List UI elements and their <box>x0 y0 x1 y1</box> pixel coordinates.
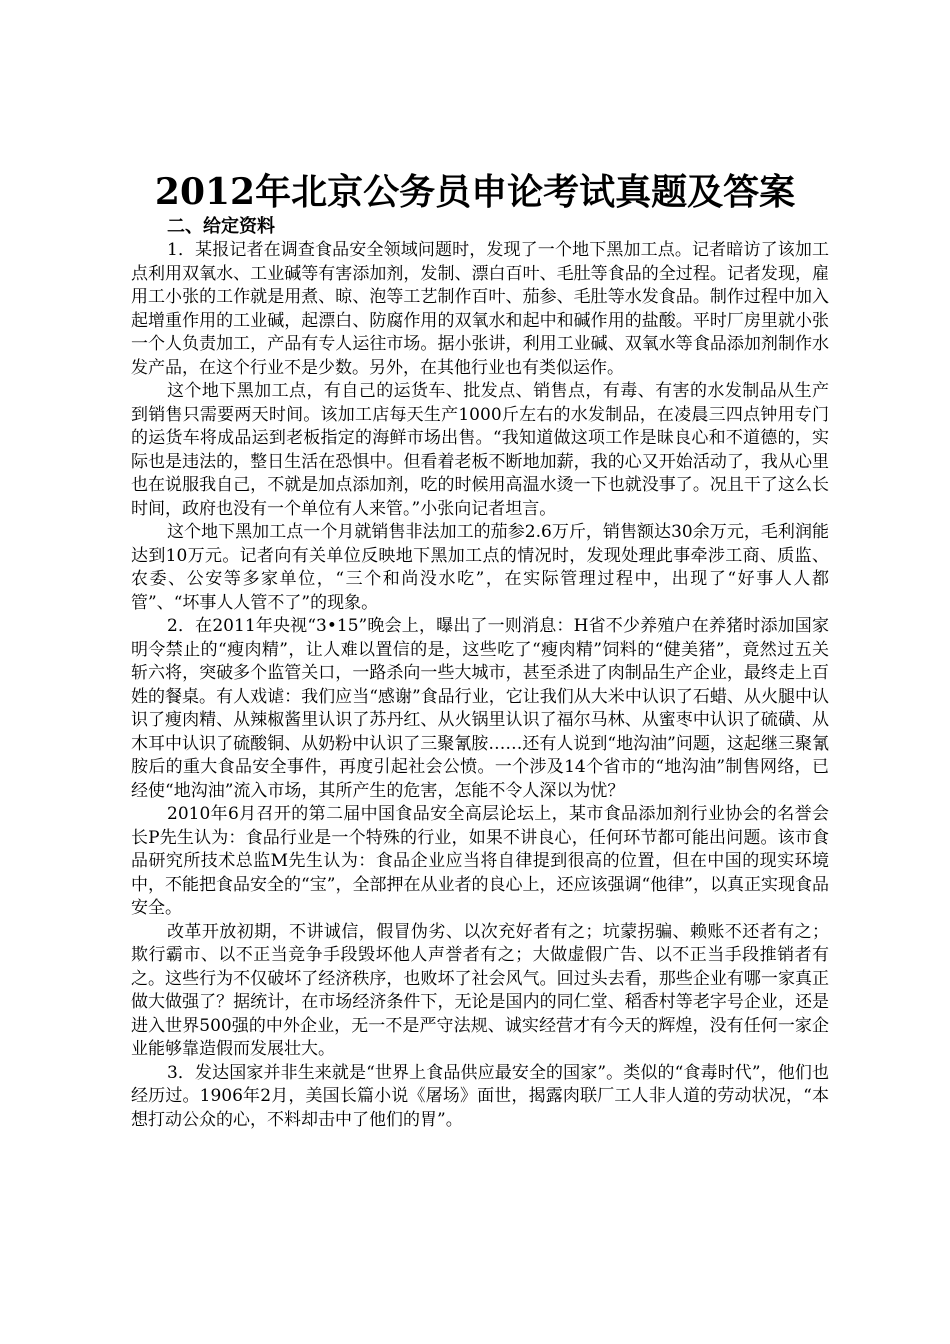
paragraph-1: 1．某报记者在调查食品安全领域问题时，发现了一个地下黑加工点。记者暗访了该加工点利用双氧水、工业碱等有害添加剂，发制、漂白百叶、毛肚等食品的全过程。记者发现，雇用工小张的工作就是用煮、晾、泡等工艺制作百叶、茄参、毛肚等水发食品。制作过程中加入起增重作用的工业碱，起漂白、防腐作用的双氧水和起中和碱作用的盐酸。平时厂房里就小张一个人负责加工，产品有专人运往市场。据小张讲，利用工业碱、双氧水等食品添加剂制作水发产品，在这个行业不是少数。另外，在其他行业也有类似运作。 <box>131 240 829 378</box>
paragraph-5: 2010年6月召开的第二届中国食品安全高层论坛上，某市食品添加剂行业协会的名誉会长P先生认为：食品行业是一个特殊的行业，如果不讲良心，任何环节都可能出问题。该市食品研究所技术总监M先生认为：食品企业应当将自律提到很高的位置，但在中国的现实环境中，不能把食品安全的“宝”，全部押在从业者的良心上，还应该强调“他律”，以真正实现食品安全。 <box>131 804 829 918</box>
paragraph-2: 这个地下黑加工点，有自己的运货车、批发点、销售点，有毒、有害的水发制品从生产到销售只需要两天时间。该加工店每天生产1000斤左右的水发制品，在凌晨三四点钟用专门的运货车将成品运到老板指定的海鲜市场出售。“我知道做这项工作是昧良心和不道德的，实际也是违法的，整日生活在恐惧中。但看着老板不断地加薪，我的心又开始活动了，我从心里也在说服我自己，不就是加点添加剂，吃的时候用高温水烫一下也就没事了。况且干了这么长时间，政府也没有一个单位有人来管。”小张向记者坦言。 <box>131 381 829 519</box>
paragraph-4: 2．在2011年央视“3•15”晚会上，曝出了一则消息：H省不少养殖户在养猪时添加国家明令禁止的“瘦肉精”，让人难以置信的是，这些吃了“瘦肉精”饲料的“健美猪”，竟然过五关斩六将，突破多个监管关口，一路杀向一些大城市，甚至杀进了肉制品生产企业，最终走上百姓的餐桌。有人戏谑：我们应当“感谢”食品行业，它让我们从大米中认识了石蜡、从火腿中认识了瘦肉精、从辣椒酱里认识了苏丹红、从火锅里认识了福尔马林、从蜜枣中认识了硫磺、从木耳中认识了硫酸铜、从奶粉中认识了三聚氰胺……还有人说到“地沟油”问题，这起继三聚氰胺后的重大食品安全事件，再度引起社会公愤。一个涉及14个省市的“地沟油”制售网络，已经使“地沟油”流入市场，其所产生的危害，怎能不令人深以为忧？ <box>131 616 829 801</box>
document-body <box>131 215 829 1132</box>
section-heading: 二、给定资料 <box>167 216 275 237</box>
paragraph-3: 这个地下黑加工点一个月就销售非法加工的茄参2.6万斤，销售额达30余万元，毛利润能达到10万元。记者向有关单位反映地下黑加工点的情况时，发现处理此事牵涉工商、质监、农委、公安等多家单位，“三个和尚没水吃”，在实际管理过程中，出现了“好事人人都管”、“坏事人人管不了”的现象。 <box>131 522 829 613</box>
paragraph-7: 3．发达国家并非生来就是“世界上食品供应最安全的国家”。类似的“食毒时代”，他们也经历过。1906年2月，美国长篇小说《屠场》面世，揭露肉联厂工人非人道的劳动状况，“本想打动公众的心，不料却击中了他们的胃”。 <box>131 1062 829 1130</box>
paragraph-6: 改革开放初期，不讲诚信，假冒伪劣、以次充好者有之；坑蒙拐骗、赖账不还者有之；欺行霸市、以不正当竞争手段毁坏他人声誉者有之；大做虚假广告、以不正当手段推销者有之。这些行为不仅破坏了经济秩序，也败坏了社会风气。回过头去看，那些企业有哪一家真正做大做强了？据统计，在市场经济条件下，无论是国内的同仁堂、稻香村等老字号企业，还是进入世界500强的中外企业，无一不是严守法规、诚实经营才有今天的辉煌，没有任何一家企业能够靠造假而发展壮大。 <box>131 921 829 1059</box>
document-title: 2012年北京公务员申论考试真题及答案 <box>154 171 796 213</box>
